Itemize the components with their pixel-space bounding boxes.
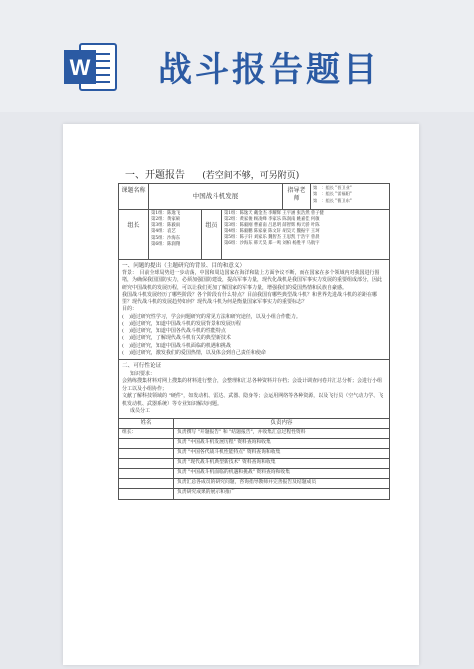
report-table	[118, 183, 390, 500]
task-row	[119, 489, 389, 499]
mentor-item: 第 ：组长 "曹卫东"	[313, 197, 352, 203]
feasibility-text	[119, 360, 389, 417]
task-duty: 负责 "中国战斗机面临的机遇和挑战" 资料查询和收集	[177, 469, 290, 475]
knowledge-item: 会熟练搜集材料对网上搜集的材料进行整合，会整理和汇总各种资料并存档；会设计调查问卷并汇总分析；会进行小组分工以及小组协作；	[122, 378, 383, 392]
task-duty: 负责撰写 "开题报告" 和 "结题报告"，并收集汇总过程性资料	[177, 429, 306, 435]
mentor-item: 第 ：组长 "晋卫业"	[313, 185, 352, 190]
goal-item: ( )通过研究，知道中国各代战斗机的性能特点	[122, 328, 226, 335]
member-item: 第2组：黄家俊 顾凌峰 李家乐 陈润南 姚嘉佳 何敏	[224, 216, 320, 222]
mentor-item: 第 ：组长 "雷福阳"	[313, 191, 352, 197]
leader-item: 第5组：沙海东	[151, 235, 181, 241]
task-name	[119, 449, 174, 458]
goal-item: ( )通过研究，知道中国战斗机的发展背景和发展历程	[122, 320, 241, 327]
task-row	[119, 479, 389, 489]
task-name: 组长：	[119, 429, 174, 438]
section-heading	[125, 166, 299, 181]
task-duty: 负责 "现代战斗机典型新技术" 资料查询和收集	[177, 459, 276, 465]
question-section	[119, 260, 389, 360]
task-name	[119, 439, 174, 448]
goal-item: ( )通过研究，激发我们的爱国热情，以及体会到自己责任和使命	[122, 349, 266, 356]
leader-item: 第4组：袁艺	[151, 229, 176, 235]
mentor-list	[311, 184, 389, 209]
group-row	[119, 210, 389, 260]
goal-item: ( )通过研究，了解现代战斗机有关的典型新技术	[122, 335, 231, 342]
task-name	[119, 489, 174, 499]
leader-item: 第2组：黄家硕	[151, 217, 181, 223]
leader-item: 第3组：陈毅雨	[151, 223, 181, 229]
background-text: 背景： 目前全球局势进一步动荡，中国和周边国家在海洋和陆上方面争议不断，而在国家在多个领域内对我国进行围堵，为确保我国国防实力，必须加强国防建设，提高军事力量，现代化战机是我国军事实力发展的重要组成部分，因此研究中国战机的发展历程，可以让我们更加了解国家的军事力量，增强我们的爱国热情和民族自豪感。	[122, 270, 383, 291]
feasibility-block	[119, 360, 389, 499]
leader-item: 第6组：陈润翔	[151, 241, 181, 247]
goal-item: ( )通过研究，知道中国战斗机面临的机遇和挑战	[122, 342, 231, 349]
word-document-icon	[62, 38, 120, 96]
task-row	[119, 449, 389, 459]
knowledge-item: 文献了解科技领域的 "硬件"，如发动机、雷达、武器、隐身等；会运用网络等各种资源，以及飞行员（空气动力学、飞机发动机、武器系统）等专业知识解决问题。	[122, 393, 384, 407]
task-duty: 负责 "中国战斗机发展历程" 资料查询和收集	[177, 439, 271, 445]
division-title: 成员分工	[130, 408, 151, 414]
task-name	[119, 469, 174, 478]
feasibility-title: 二、可行性论证	[122, 363, 162, 370]
member-item: 第4组：陈毅鹏 陈家豪 陈文轩 胡昊天 魏振宇 王珂	[224, 228, 320, 234]
topic-row	[119, 184, 389, 210]
task-duty: 负责研究成果的展示和推广	[177, 489, 235, 495]
task-row	[119, 469, 389, 479]
topic-value: 中国战斗机发展	[149, 184, 283, 209]
task-duty: 负责 "中国各代战斗机性能特点" 资料查询和收集	[177, 449, 281, 455]
logo-letter: W	[69, 55, 91, 80]
topic-label: 课题名称	[119, 184, 149, 209]
mentor-label: 指导老师	[283, 184, 311, 209]
task-table-header	[119, 418, 389, 429]
task-row	[119, 459, 389, 469]
task-name	[119, 459, 174, 468]
member-item: 第5组：陈子轩 刘家乐 魏智杰 王思凯 于浩宇 曾晨	[224, 234, 320, 240]
member-item: 第1组：陈逸天 戴金杰 李耀辉 王宇涵 张浩然 曾子健	[224, 211, 324, 216]
task-row	[119, 429, 389, 439]
goal-item: ( )通过研究性学习，学会问题研究的常见方法和研究途径，以及小组合作能力。	[122, 313, 301, 320]
question-title: 一、问题的提出（主题研究的背景、目的和意义）	[122, 263, 246, 269]
section-heading-note: (若空间不够，可另附页)	[202, 171, 300, 181]
task-name	[119, 479, 174, 488]
members-label: 组员	[202, 210, 222, 259]
questions-text: 我国战斗机发展经历了哪些阶段？各个阶段有什么特点？目前我国有哪些典型战斗机？和世界先进战斗机的差距在哪里？现代战斗机的发展趋势如何？现代战斗机为何是衡量国家军事实力的重要标志？	[122, 291, 378, 306]
question-block	[119, 260, 389, 359]
banner-title: 战斗报告题目	[158, 50, 380, 90]
task-row	[119, 439, 389, 449]
leader-item: 第1组：陈逸飞	[151, 211, 181, 216]
member-item: 第3组：陈毅刚 曹嘉南 吕思明 薛智辉 梅天骄 叶陈	[224, 222, 320, 228]
member-item: 第6组：沙海东 韩天昊 郑一鸣 刘柏 杨胜平 马航宇	[224, 240, 320, 246]
leader-list	[149, 210, 202, 259]
knowledge-title: 知识要求：	[130, 370, 156, 377]
leader-label: 组长	[119, 210, 149, 259]
task-duty: 负责汇总各成员的研究问题，咨询指导教师并完善报告及结题成员	[177, 479, 317, 485]
member-list	[222, 210, 389, 259]
task-duty-header: 负责内容	[270, 419, 293, 426]
feasibility-section	[119, 360, 389, 499]
task-name-header: 姓名	[119, 419, 174, 428]
section-heading-text: 一、开题报告	[125, 170, 185, 181]
goals-title: 目的：	[122, 306, 138, 313]
